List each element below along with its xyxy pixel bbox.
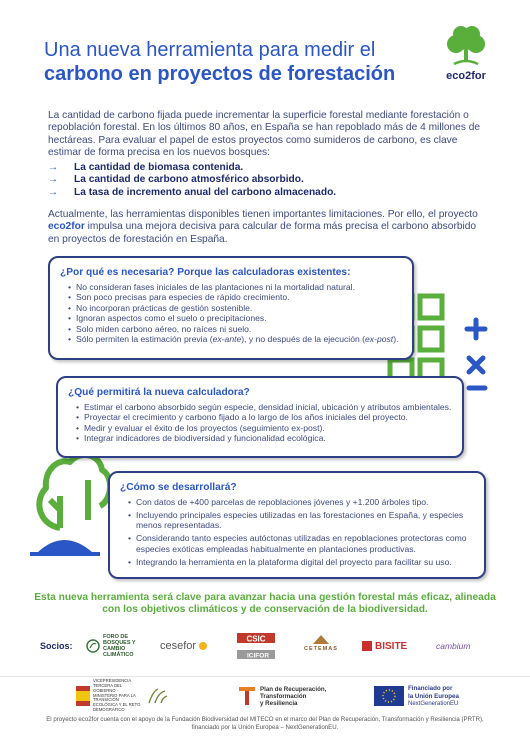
context-paragraph: Actualmente, las herramientas disponibles tienen importantes limitaciones. Por ello, el proyecto eco2for impulsa una mejora decisiva para calcular de forma más precisa el carbono absorbido en proyectos de forestación en España.: [48, 209, 478, 245]
partner-logo-frbcc: FORO DE BOSQUES Y CAMBIO CLIMÁTICO: [86, 632, 155, 660]
square-icon: [362, 640, 372, 652]
list-item: • Estimar el carbono absorbido según especie, densidad inicial, ubicación y atributos ambientales.: [76, 402, 462, 412]
svg-text:ICIFOR: ICIFOR: [246, 652, 270, 660]
list-item: • Solo miden carbono aéreo, no raíces ni suelo.: [68, 324, 412, 334]
list-item: • Considerando tanto especies autóctonas utilizadas en repoblaciones protectoras como especies exóticas empleadas habitualmente en plantaciones productivas.: [128, 533, 484, 554]
coat-of-arms-icon: [76, 686, 90, 706]
partner-logo-cetemas: CETEMAS: [304, 632, 338, 660]
page-title: [44, 38, 424, 86]
funding-plan: Plan de Recuperación, Transformación y Resiliencia: [238, 683, 326, 709]
svg-text:CSIC: CSIC: [246, 634, 266, 644]
csic-logo-icon: [236, 632, 276, 660]
how-developed-box: [108, 471, 486, 579]
arrow-right-icon: →: [48, 186, 59, 198]
list-item: • Medir y evaluar el éxito de los proyectos (seguimiento ex-post).: [76, 423, 462, 433]
partner-logo-cambium: cambium: [436, 641, 471, 651]
arrow-right-icon: →: [48, 174, 59, 186]
list-item: • Integrar indicadores de biodiversidad y funcionalidad ecológica.: [76, 433, 462, 443]
key-point: → La tasa de incremento anual del carbono almacenado.: [48, 186, 337, 198]
what-enables-heading: ¿Qué permitirá la nueva calculadora?: [68, 387, 250, 398]
list-item: • Ignoran aspectos como el suelo o precipitaciones.: [68, 313, 412, 323]
list-item: • Integrando la herramienta en la plataforma digital del proyecto para facilitar su uso.: [128, 557, 484, 567]
key-point: → La cantidad de biomasa contenida.: [48, 162, 244, 173]
list-item: • Incluyendo principales especies utilizadas en las forestaciones en España, y especies menos representadas.: [128, 510, 484, 531]
closing-statement: Esta nueva herramienta será clave para avanzar hacia una gestión forestal más eficaz, alineada con los objetivos climáticos y de conservación de la biodiversidad.: [34, 592, 496, 616]
list-item: • Son poco precisas para especies de rápido crecimiento.: [68, 292, 412, 302]
partner-logo-cesefor: cesefor: [160, 632, 208, 660]
arrow-right-icon: →: [48, 162, 59, 173]
partner-logo-bisite: BISITE: [362, 632, 407, 660]
what-enables-list: [76, 402, 462, 444]
why-needed-heading: ¿Por qué es necesaria? Porque las calculadoras existentes:: [60, 267, 351, 278]
tree-logo-icon: [436, 22, 496, 70]
funding-ministry: VICEPRESIDENCIA TERCERA DEL GOBIERNO · MINISTERIO PARA LA TRANSICIÓN ECOLÓGICA Y EL RETO DEMOGRÁFICO: [76, 683, 169, 709]
logo-wordmark: eco2for: [446, 70, 486, 82]
list-item: • Con datos de +400 parcelas de repoblaciones jóvenes y +1.200 árboles tipo.: [128, 497, 484, 507]
what-enables-box: [56, 376, 464, 458]
partner-logo-csic: [236, 632, 276, 660]
dot-icon: [198, 641, 208, 651]
how-developed-list: [128, 497, 484, 567]
list-item: • No consideran fases iniciales de las plantaciones ni la mortalidad natural.: [68, 282, 412, 292]
divider: [0, 676, 530, 677]
recovery-plan-icon: [238, 686, 256, 706]
leaf-icon: [86, 639, 100, 653]
why-needed-box: [48, 256, 414, 360]
how-developed-heading: ¿Cómo se desarrollará?: [120, 482, 237, 493]
eu-flag-icon: [374, 686, 404, 706]
funding-eu: Financiado por la Unión Europea NextGenerationEU: [374, 683, 459, 709]
footer-note: El proyecto eco2for cuenta con el apoyo de la Fundación Biodiversidad del MITECO en el marco del Plan de Recuperación, Transformación y Resiliencia (PRTR), financiado por la Unión Europea – NextGenerationEU.: [46, 716, 484, 731]
partners-label: Socios:: [40, 641, 73, 651]
title-line-1: Una nueva herramienta para medir el: [44, 39, 376, 61]
intro-paragraph: La cantidad de carbono fijada puede incrementar la superficie forestal mediante forestación o repoblación forestal. En los últimos 80 años, en España se han repoblado más de 4 millones de hectáreas. Para evaluar el papel de estos proyectos como sumideros de carbono, es clave estimar de forma precisa en los nuevos bosques:: [48, 110, 481, 159]
title-line-2: carbono en proyectos de forestación: [44, 63, 396, 85]
house-icon: [311, 632, 331, 646]
key-point: → La cantidad de carbono atmosférico absorbido.: [48, 174, 304, 186]
grass-icon: [147, 687, 169, 705]
eco2for-logo: [436, 22, 496, 86]
why-needed-list: [68, 282, 412, 344]
list-item: • Sólo permiten la estimación previa (ex-ante), y no después de la ejecución (ex-post).: [68, 334, 412, 344]
list-item: • No incorporan prácticas de gestión sostenible.: [68, 303, 412, 313]
key-points-list: [48, 162, 488, 199]
list-item: • Proyectar el crecimiento y carbono fijado a lo largo de los años iniciales del proyecto.: [76, 412, 462, 422]
project-name-highlight: eco2for: [48, 221, 85, 233]
